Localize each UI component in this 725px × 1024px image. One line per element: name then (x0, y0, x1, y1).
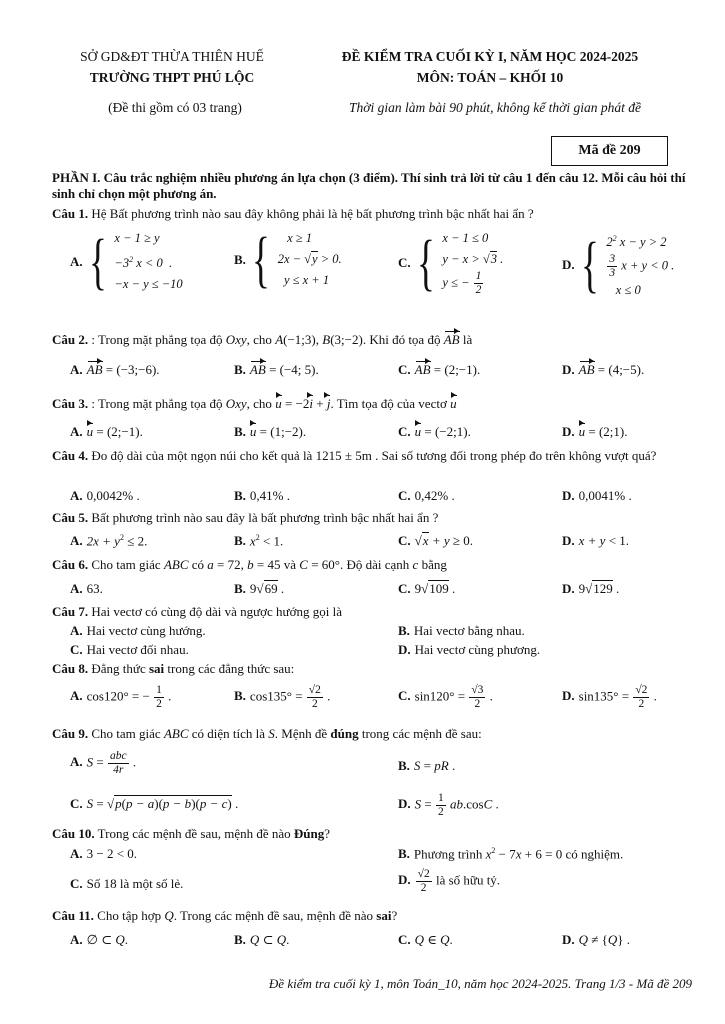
exam-code-box: Mã đề 209 (551, 136, 668, 166)
q11-text: sai (376, 908, 392, 923)
q7-option-c[interactable]: C. Hai vectơ đối nhau. (70, 642, 189, 657)
system-lines: x − 1 ≥ y $-3^2$ x < 0 . −x − y ≤ −10 (114, 231, 183, 292)
q10-options-row2 (52, 868, 692, 904)
system-lines: $2^2$ x − y > 2 $\frac{3}{3}$ x + y < 0 . x ≤ 0 (606, 234, 675, 298)
option-label: A. (70, 253, 83, 269)
q10-label: Câu 10. (52, 826, 95, 841)
q6-option-b[interactable]: B. 9√69 . (234, 581, 285, 596)
q4-options (52, 488, 692, 508)
q2-option-b[interactable]: B. AB = (−4; 5). (234, 362, 319, 377)
q3-option-c[interactable]: C. u = (−2;1). (398, 424, 471, 439)
q9-label: Câu 9. (52, 726, 89, 741)
option-label: D. (562, 256, 575, 272)
question-3: Câu 3. : Trong mặt phẳng tọa độ Oxy, cho u = −2i + j. Tìm tọa độ của vectơ u (52, 396, 457, 411)
q4-option-a[interactable]: A. 0,0042% . (70, 488, 140, 503)
q1-option-d[interactable] (562, 228, 674, 301)
q9-option-a[interactable]: A. S = $\frac{\text{abc}}{4r}$ . (70, 750, 137, 776)
subject: MÔN: TOÁN – KHỐI 10 (416, 70, 564, 85)
q7-option-d[interactable]: D. Hai vectơ cùng phương. (398, 642, 541, 657)
q4-option-c[interactable]: C. 0,42% . (398, 488, 455, 503)
q11-options (52, 932, 692, 952)
q10-option-a[interactable]: A. 3 − 2 < 0. (70, 846, 138, 861)
q3-option-a[interactable]: A. u = (2;−1). (70, 424, 143, 439)
q4-text: Đo độ dài của một ngọn núi cho kết quả là 1215 ± 5m . Sai số tương đối trong phép đo trên không vượt quá? (91, 448, 657, 463)
q1-option-a[interactable] (70, 228, 183, 295)
q6-label: Câu 6. (52, 557, 89, 572)
time-note: Thời gian làm bài 90 phút, không kể thời gian phát đề (349, 100, 641, 115)
q10-text: ? (324, 826, 331, 841)
question-9: Câu 9. Cho tam giác ABC có diện tích là S. Mệnh đề đúng trong các mệnh đề sau: (52, 726, 482, 741)
q8-options (52, 684, 692, 720)
q5-option-b[interactable]: B. $x^2 < 1$. (234, 533, 284, 549)
question-11: Câu 11. Cho tập hợp Q. Trong các mệnh đề sau, mệnh đề nào sai? (52, 908, 398, 923)
q10-text: Trong các mệnh đề sau, mệnh đề nào (97, 826, 294, 841)
q9-text: Cho tam giác (91, 726, 164, 741)
option-label: C. (398, 254, 411, 270)
q7-label: Câu 7. (52, 604, 89, 619)
question-5 (52, 510, 692, 526)
q6-option-d[interactable]: D. 9√129 . (562, 581, 620, 596)
q9-text: trong các mệnh đề sau: (358, 726, 482, 741)
q6-options (52, 581, 692, 601)
q2-text: . Khi đó tọa độ (362, 332, 444, 347)
brace-icon: { (88, 227, 107, 296)
q6-text: Cho tam giác (91, 557, 164, 572)
q3-text: . Tìm tọa độ của vectơ (330, 396, 451, 411)
q3-label: Câu 3. (52, 396, 89, 411)
q9-option-d[interactable]: D. S = $\frac{1}{2}$ ab.cosC . (398, 792, 499, 818)
q8-option-d[interactable]: D. sin135° = $\frac{√2}{2}$ . (562, 684, 657, 710)
q5-options (52, 533, 692, 553)
q7-option-a[interactable]: A. Hai vectơ cùng hướng. (70, 623, 206, 638)
q9-options-row1 (52, 750, 692, 786)
q5-option-c[interactable]: C. √x + y ≥ 0. (398, 533, 473, 548)
q6-text: . Độ dài cạnh (339, 557, 413, 572)
q11-text: . Trong các mệnh đề sau, mệnh đề nào (173, 908, 377, 923)
q2-options (52, 362, 692, 382)
q7-text: Hai vectơ có cùng độ dài và ngược hướng gọi là (91, 604, 342, 619)
pages-note: (Đề thi gồm có 03 trang) (108, 100, 242, 115)
q8-option-c[interactable]: C. sin120° = $\frac{√3}{2}$ . (398, 684, 493, 710)
q2-option-a[interactable]: A. AB = (−3;−6). (70, 362, 160, 377)
q9-option-c[interactable]: C. S = √p(p − a)(p − b)(p − c) . (70, 796, 239, 811)
q4-label: Câu 4. (52, 448, 89, 463)
q8-text: trong các đẳng thức sau: (164, 661, 295, 676)
option-label: B. (234, 251, 246, 267)
system-lines: x ≥ 1 2x − √y > 0. y ≤ x + 1 (277, 231, 342, 287)
q5-text: Bất phương trình nào sau đây là bất phương trình bậc nhất hai ẩn ? (91, 510, 439, 525)
q10-option-d[interactable]: D. $\frac{√2}{2}$ là số hữu tỷ. (398, 868, 501, 894)
q9-options-row2 (52, 792, 692, 828)
school-name: TRƯỜNG THPT PHÚ LỘC (89, 70, 255, 85)
q11-option-a[interactable]: A. ∅ ⊂ Q. (70, 932, 128, 947)
q6-text: có (188, 557, 208, 572)
question-4 (52, 448, 692, 464)
q10-option-c[interactable]: C. Số 18 là một số lẻ. (70, 876, 184, 891)
q3-option-b[interactable]: B. u = (1;−2). (234, 424, 307, 439)
q11-text: ? (391, 908, 398, 923)
q6-text: và (280, 557, 300, 572)
question-2: Câu 2. : Trong mặt phẳng tọa độ Oxy, cho A(−1;3), B(3;−2). Khi đó tọa độ AB là (52, 332, 473, 347)
part1-instructions: PHẦN I. Câu trắc nghiệm nhiều phương án lựa chọn (3 điểm). Thí sinh trả lời từ câu 1 đến câu 12. Mỗi câu hỏi thí sinh chỉ chọn một phương án. (52, 170, 686, 201)
q9-text: có diện tích là (188, 726, 269, 741)
q2-label: Câu 2. (52, 332, 89, 347)
q3-option-d[interactable]: D. u = (2;1). (562, 424, 628, 439)
question-8 (52, 661, 692, 677)
dept-name: SỞ GD&ĐT THỪA THIÊN HUẾ (80, 49, 264, 64)
question-6: Câu 6. Cho tam giác ABC có a = 72, b = 45 và C = 60°. Độ dài cạnh c bằng (52, 557, 447, 572)
q8-text: sai (148, 661, 165, 676)
q2-text: : Trong mặt phẳng tọa độ (91, 332, 226, 347)
q9-text: đúng (330, 726, 359, 741)
q7-options-row2 (52, 642, 692, 662)
q4-option-b[interactable]: B. 0,41% . (234, 488, 291, 503)
q1-text: Hệ Bất phương trình nào sau đây không phải là hệ bất phương trình bậc nhất hai ẩn ? (91, 206, 534, 221)
q10-text: Đúng (293, 826, 325, 841)
q7-option-b[interactable]: B. Hai vectơ bằng nhau. (398, 623, 525, 638)
q5-option-a[interactable]: A. $2x + y^2 \le 2$. (70, 533, 148, 549)
q9-text: . Mệnh đề (274, 726, 331, 741)
brace-icon: { (251, 225, 270, 294)
q5-option-d[interactable]: D. x + y < 1. (562, 533, 630, 548)
q1-option-b[interactable] (234, 225, 342, 294)
question-1 (52, 206, 692, 222)
q3-options (52, 424, 692, 444)
question-10 (52, 826, 692, 842)
q6-text: bằng (418, 557, 447, 572)
q8-text: Đẳng thức (91, 661, 149, 676)
q9-option-b[interactable]: B. S = pR . (398, 758, 456, 773)
q5-label: Câu 5. (52, 510, 89, 525)
q3-text: : Trong mặt phẳng tọa độ (91, 396, 226, 411)
q2-text: , cho (246, 332, 276, 347)
q4-option-d[interactable]: D. 0,0041% . (562, 488, 632, 503)
q11-option-c[interactable]: C. Q ∈ Q. (398, 932, 453, 947)
q6-option-c[interactable]: C. 9√109 . (398, 581, 456, 596)
q8-option-b[interactable]: B. cos135° = $\frac{√2}{2}$ . (234, 684, 331, 710)
system-lines: x − 1 ≤ 0 y − x > √3 . y ≤ − $\frac{1}{2}$ (442, 231, 504, 296)
q7-options-row1 (52, 623, 692, 643)
q8-label: Câu 8. (52, 661, 89, 676)
q11-option-b[interactable]: B. Q ⊂ Q. (234, 932, 290, 947)
q2-option-c[interactable]: C. AB = (2;−1). (398, 362, 481, 377)
exam-title: ĐỀ KIỂM TRA CUỐI KỲ I, NĂM HỌC 2024-2025 (341, 49, 639, 64)
q11-label: Câu 11. (52, 908, 94, 923)
q6-option-a[interactable]: A. 63. (70, 581, 103, 596)
q1-options (52, 225, 692, 318)
q10-option-b[interactable]: B. Phương trình $x^2 - 7x + 6 = 0$ có nghiệm. (398, 846, 624, 862)
q8-option-a[interactable]: A. cos120° = − $\frac{1}{2}$ . (70, 684, 172, 710)
header-left (52, 46, 292, 88)
question-7 (52, 604, 692, 620)
q1-option-c[interactable] (398, 228, 503, 297)
brace-icon: { (580, 230, 599, 299)
q11-text: Cho tập hợp (97, 908, 165, 923)
q1-label: Câu 1. (52, 206, 89, 221)
header-right (300, 46, 680, 88)
q11-option-d[interactable]: D. Q ≠ {Q} . (562, 932, 631, 947)
q3-text: , cho (246, 396, 276, 411)
brace-icon: { (416, 228, 435, 297)
page-footer: Đề kiểm tra cuối kỳ 1, môn Toán_10, năm học 2024-2025. Trang 1/3 - Mã đề 209 (268, 976, 692, 991)
q2-option-d[interactable]: D. AB = (4;−5). (562, 362, 645, 377)
q10-options-row1 (52, 846, 692, 866)
q2-text: là (459, 332, 473, 347)
